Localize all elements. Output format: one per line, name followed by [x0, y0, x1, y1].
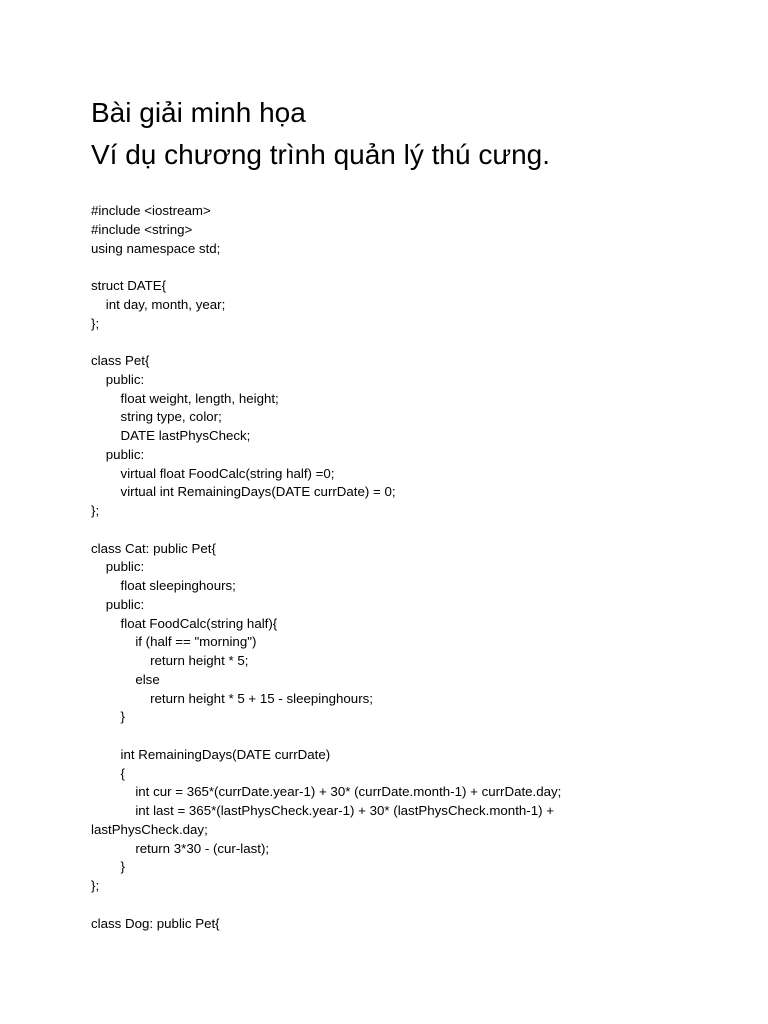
title-line-1: Bài giải minh họa [91, 97, 306, 128]
code-line: public: [91, 446, 145, 462]
code-line: #include <iostream> [91, 203, 211, 218]
code-line: lastPhysCheck.day; [91, 821, 208, 837]
code-line [91, 333, 731, 352]
code-line: } [91, 859, 125, 875]
code-line: return height * 5; [91, 653, 249, 668]
code-line: public: [91, 596, 145, 612]
code-line: int RemainingDays(DATE currDate) [91, 746, 331, 762]
code-line: virtual float FoodCalc(string half) =0; [91, 465, 335, 481]
code-line [91, 727, 731, 746]
code-line [91, 896, 731, 915]
code-line: else [91, 671, 160, 687]
code-line: { [91, 765, 125, 781]
code-line: using namespace std; [91, 240, 221, 256]
code-line: int day, month, year; [91, 296, 226, 312]
code-line: int last = 365*(lastPhysCheck.year-1) + 30* (lastPhysCheck.month-1) + [91, 803, 555, 818]
code-line: string type, color; [91, 409, 222, 425]
code-line: class Dog: public Pet{ [91, 915, 220, 931]
code-line: struct DATE{ [91, 278, 167, 293]
code-line: class Pet{ [91, 353, 150, 368]
document-title [91, 92, 731, 176]
code-line: }; [91, 315, 100, 331]
code-line: DATE lastPhysCheck; [91, 428, 251, 443]
code-line: }; [91, 503, 100, 518]
code-line: float sleepinghours; [91, 578, 236, 593]
code-line: float weight, length, height; [91, 390, 279, 406]
code-line: #include <string> [91, 221, 193, 237]
code-line: public: [91, 559, 145, 575]
code-line: return height * 5 + 15 - sleepinghours; [91, 690, 373, 706]
code-line: } [91, 709, 125, 725]
code-line [91, 521, 731, 540]
code-line: int cur = 365*(currDate.year-1) + 30* (currDate.month-1) + currDate.day; [91, 784, 562, 800]
code-block [91, 202, 731, 933]
code-line [91, 258, 731, 277]
code-line: if (half == "morning") [91, 634, 257, 650]
document-page [91, 92, 731, 933]
code-line: public: [91, 371, 145, 387]
code-line: float FoodCalc(string half){ [91, 615, 278, 631]
code-line: class Cat: public Pet{ [91, 540, 216, 556]
code-line: }; [91, 878, 100, 893]
code-line: return 3*30 - (cur-last); [91, 840, 270, 856]
title-line-2: Ví dụ chương trình quản lý thú cưng. [91, 139, 551, 170]
code-line: virtual int RemainingDays(DATE currDate) = 0; [91, 484, 396, 500]
